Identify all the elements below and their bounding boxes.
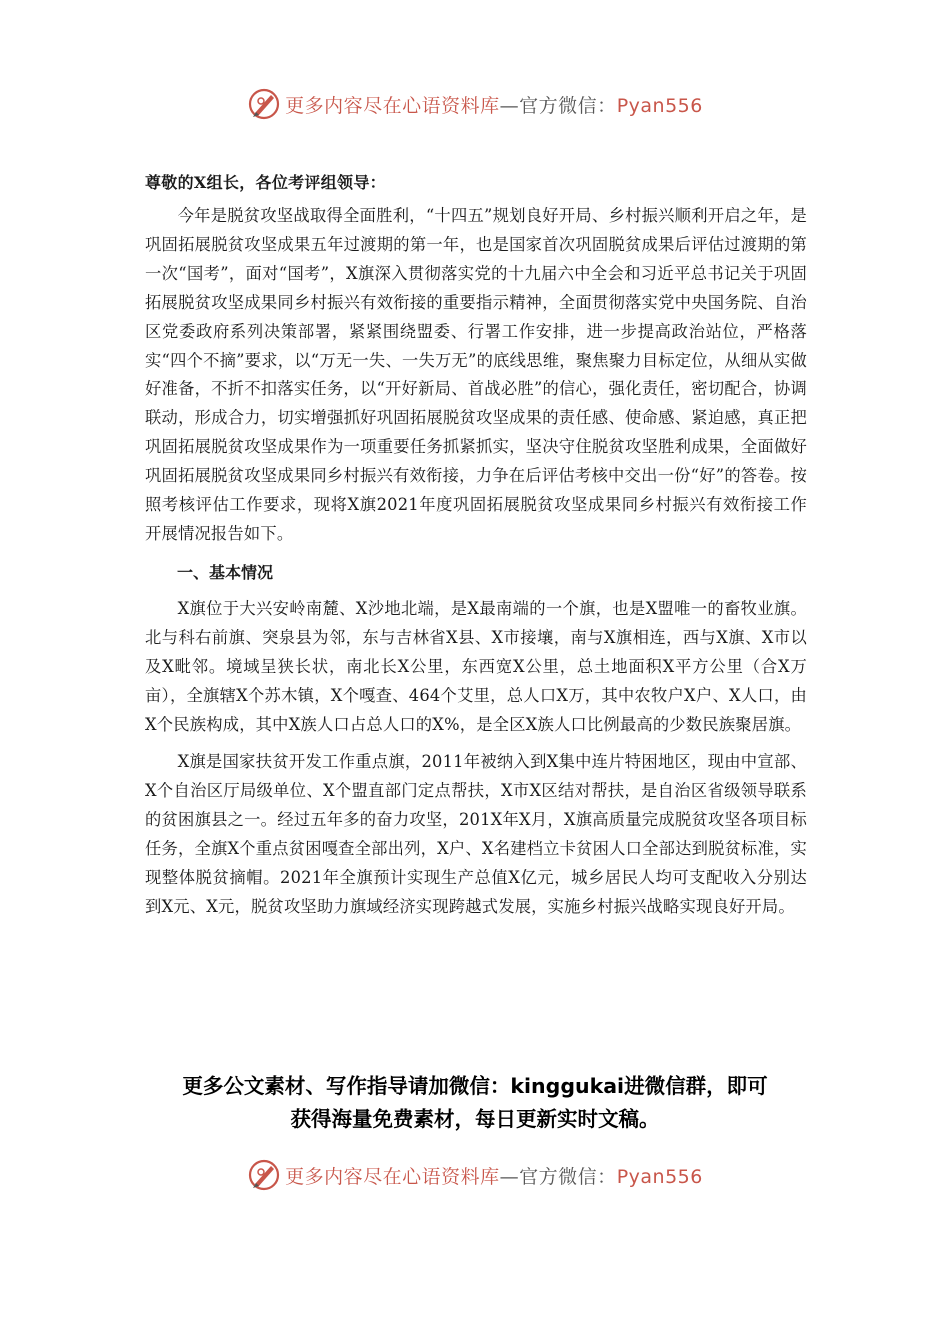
banner-wechat-id: Pyan556 — [616, 94, 703, 117]
salutation: 尊敬的X组长，各位考评组领导： — [145, 173, 386, 192]
pen-logo-icon — [247, 1158, 281, 1192]
pen-logo-icon — [247, 87, 281, 121]
banner-wechat-label: 官方微信： — [519, 1165, 617, 1188]
banner-site-name: 更多内容尽在心语资料库 — [285, 94, 500, 117]
promo-line-1: 更多公文素材、写作指导请加微信：kinggukai进微信群，即可 — [182, 1074, 768, 1098]
section-paragraph-2: X旗是国家扶贫开发工作重点旗，2011年被纳入到X集中连片特困地区，现由中宣部、X个自治区厅局级单位、X个盟直部门定点帮扶，X市X区结对帮扶，是自治区省级领导联系的贫困旗县之一。经过五年多的奋力攻坚，201X年X月，X旗高质量完成脱贫攻坚各项目标任务，全旗X个重点贫困嘎查全部出列，X户、X名建档立卡贫困人口全部达到脱贫标准，实现整体脱贫摘帽。2021年全旗预计实现生产总值X亿元，城乡居民人均可支配收入分别达到X元、X元，脱贫攻坚助力旗域经济实现跨越式发展，实施乡村振兴战略实现良好开局。 — [145, 752, 807, 916]
banner-dash: — — [499, 1165, 520, 1188]
banner-dash: — — [499, 94, 520, 117]
intro-paragraph: 今年是脱贫攻坚战取得全面胜利，“十四五”规划良好开局、乡村振兴顺利开启之年，是巩固拓展脱贫攻坚成果五年过渡期的第一年，也是国家首次巩固脱贫成果后评估过渡期的第一次“国考”，面对“国考”，X旗深入贯彻落实党的十九届六中全会和习近平总书记关于巩固拓展脱贫攻坚成果同乡村振兴有效衔接的重要指示精神，全面贯彻落实党中央国务院、自治区党委政府系列决策部署，紧紧围绕盟委、行署工作安排，进一步提高政治站位，严格落实“四个不摘”要求，以“万无一失、一失万无”的底线思维，聚焦聚力目标定位，从细从实做好准备，不折不扣落实任务，以“开好新局、首战必胜”的信心，强化责任，密切配合，协调联动，形成合力，切实增强抓好巩固拓展脱贫攻坚成果的责任感、使命感、紧迫感，真正把巩固拓展脱贫攻坚成果作为一项重要任务抓紧抓实，坚决守住脱贫攻坚胜利成果，全面做好巩固拓展脱贫攻坚成果同乡村振兴有效衔接，力争在后评估考核中交出一份“好”的答卷。按照考核评估工作要求，现将X旗2021年度巩固拓展脱贫攻坚成果同乡村振兴有效衔接工作开展情况报告如下。 — [145, 206, 807, 543]
banner-wechat-id: Pyan556 — [616, 1165, 703, 1188]
banner-text — [285, 1162, 703, 1189]
banner-site-name: 更多内容尽在心语资料库 — [285, 1165, 500, 1188]
promo-line-2: 获得海量免费素材，每日更新实时文稿。 — [290, 1107, 660, 1131]
banner-wechat-label: 官方微信： — [519, 94, 617, 117]
section-heading: 一、基本情况 — [177, 562, 274, 582]
section-paragraph-1: X旗位于大兴安岭南麓、X沙地北端，是X最南端的一个旗，也是X盟唯一的畜牧业旗。北与科右前旗、突泉县为邻，东与吉林省X县、X市接壤，南与X旗相连，西与X旗、X市以及X毗邻。境域呈狭长状，南北长X公里，东西宽X公里，总土地面积X平方公里（合X万亩），全旗辖X个苏木镇，X个嘎查、464个艾里，总人口X万，其中农牧户X户、X人口，由X个民族构成，其中X族人口占总人口的X%，是全区X族人口比例最高的少数民族聚居旗。 — [145, 598, 807, 734]
footer-banner — [0, 1155, 950, 1195]
document-body — [145, 168, 807, 931]
banner-text — [285, 91, 703, 118]
header-banner — [0, 84, 950, 124]
promo-block — [120, 1070, 830, 1136]
